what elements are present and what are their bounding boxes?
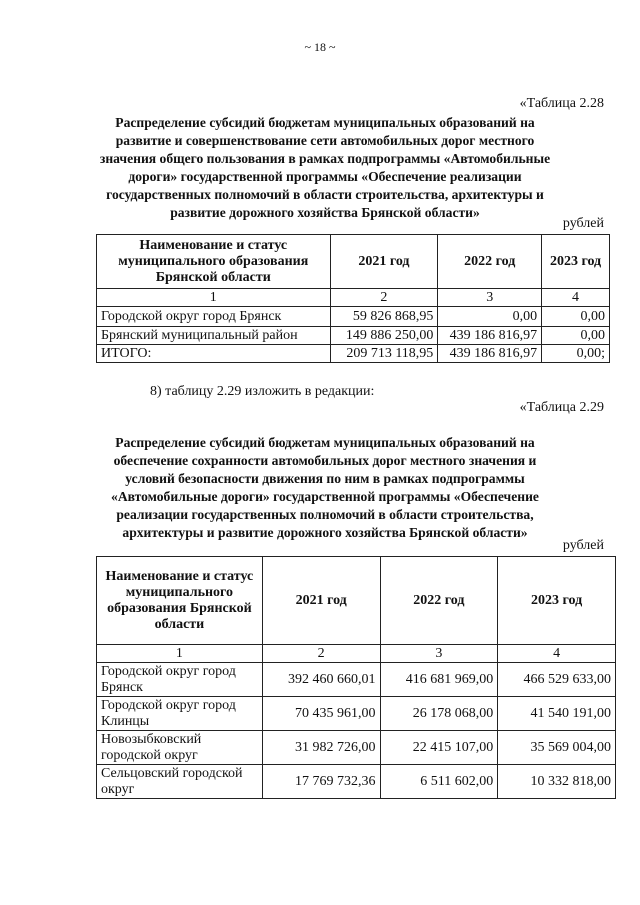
row-label: ИТОГО: — [97, 345, 331, 363]
header-cell: Наименование и статус муниципального образования Брянской области — [97, 557, 263, 645]
row-label: Сельцовский городской округ — [97, 765, 263, 799]
table-row — [97, 765, 616, 799]
value-cell: 0,00 — [438, 307, 542, 327]
value-cell: 17 769 732,36 — [262, 765, 380, 799]
unit-label: рублей — [562, 216, 604, 231]
row-label: Брянский муниципальный район — [97, 327, 331, 345]
value-cell: 26 178 068,00 — [380, 697, 498, 731]
value-cell: 35 569 004,00 — [498, 731, 616, 765]
value-cell: 70 435 961,00 — [262, 697, 380, 731]
column-number: 4 — [542, 289, 610, 307]
column-number: 2 — [262, 645, 380, 663]
column-number: 4 — [498, 645, 616, 663]
header-cell: 2023 год — [498, 557, 616, 645]
header-cell: 2022 год — [380, 557, 498, 645]
column-number: 1 — [97, 645, 263, 663]
value-cell: 439 186 816,97 — [438, 327, 542, 345]
value-cell: 22 415 107,00 — [380, 731, 498, 765]
table-label: «Таблица 2.29 — [519, 400, 604, 415]
table-title: Распределение субсидий бюджетам муниципальных образований на обеспечение сохранности автомобильных дорог местного значения и условий безопасности движения по ним в рамках подпрограммы «Автомобильные дороги» государственной программы «Обеспечение реализации государственных полномочий в области строительства, архитектуры и развитие дорожного хозяйства Брянской области» — [111, 435, 539, 540]
table-header-row — [97, 557, 616, 645]
value-cell: 0,00; — [542, 345, 610, 363]
value-cell: 59 826 868,95 — [330, 307, 438, 327]
column-number: 2 — [330, 289, 438, 307]
table-row — [97, 307, 610, 327]
table-row — [97, 731, 616, 765]
value-cell: 149 886 250,00 — [330, 327, 438, 345]
header-cell: 2023 год — [542, 235, 610, 289]
value-cell: 416 681 969,00 — [380, 663, 498, 697]
header-cell: Наименование и статус муниципального образования Брянской области — [97, 235, 331, 289]
value-cell: 31 982 726,00 — [262, 731, 380, 765]
value-cell: 392 460 660,01 — [262, 663, 380, 697]
subsidy-table-2-29 — [96, 556, 616, 799]
column-number: 1 — [97, 289, 331, 307]
column-number-row — [97, 289, 610, 307]
value-cell: 41 540 191,00 — [498, 697, 616, 731]
value-cell: 0,00 — [542, 327, 610, 345]
unit-label: рублей — [562, 538, 604, 553]
value-cell: 10 332 818,00 — [498, 765, 616, 799]
column-number: 3 — [438, 289, 542, 307]
table-row — [97, 663, 616, 697]
page-number: ~ 18 ~ — [304, 40, 336, 54]
table-title: Распределение субсидий бюджетам муниципальных образований на развитие и совершенствование сети автомобильных дорог местного значения общего пользования в рамках подпрограммы «Автомобильные дороги» государственной программы «Обеспечение реализации государственных полномочий в области строительства, архитектуры и развитие дорожного хозяйства Брянской области» — [99, 115, 551, 220]
table-row — [97, 327, 610, 345]
table-row — [97, 697, 616, 731]
row-label: Городской округ город Клинцы — [97, 697, 263, 731]
table-label: «Таблица 2.28 — [519, 96, 604, 111]
column-number: 3 — [380, 645, 498, 663]
value-cell: 209 713 118,95 — [330, 345, 438, 363]
table-total-row — [97, 345, 610, 363]
value-cell: 6 511 602,00 — [380, 765, 498, 799]
amendment-item: 8) таблицу 2.29 изложить в редакции: — [150, 384, 375, 399]
header-cell: 2022 год — [438, 235, 542, 289]
table-header-row — [97, 235, 610, 289]
row-label: Новозыбковский городской округ — [97, 731, 263, 765]
value-cell: 439 186 816,97 — [438, 345, 542, 363]
header-cell: 2021 год — [330, 235, 438, 289]
row-label: Городской округ город Брянск — [97, 307, 331, 327]
subsidy-table-2-28 — [96, 234, 610, 363]
row-label: Городской округ город Брянск — [97, 663, 263, 697]
column-number-row — [97, 645, 616, 663]
header-cell: 2021 год — [262, 557, 380, 645]
value-cell: 466 529 633,00 — [498, 663, 616, 697]
value-cell: 0,00 — [542, 307, 610, 327]
